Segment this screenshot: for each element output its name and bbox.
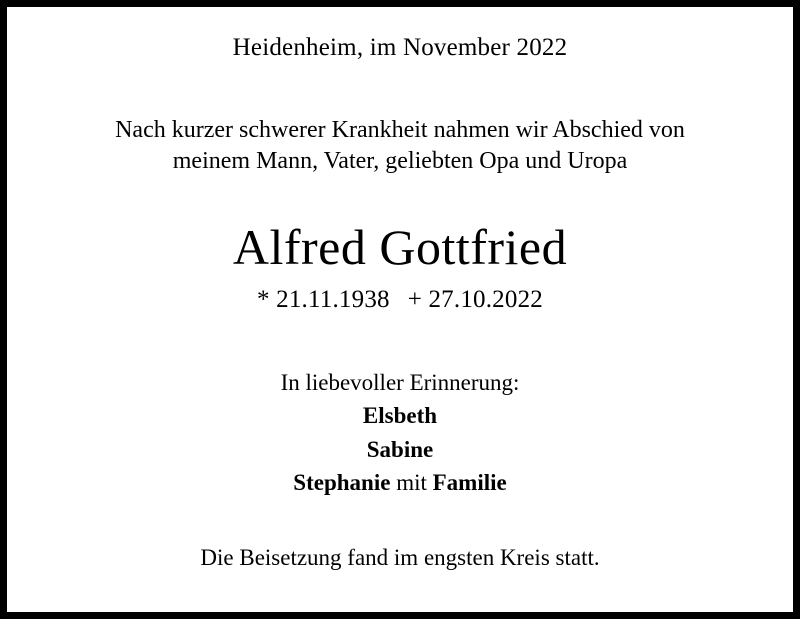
deceased-name: Alfred Gottfried [232, 219, 568, 276]
burial-note: Die Beisetzung fand im engsten Kreis statt. [200, 545, 600, 571]
place-and-date: Heidenheim, im November 2022 [232, 34, 568, 61]
life-dates [47, 285, 753, 315]
memory-block [47, 367, 753, 497]
mourner-1: Elsbeth [362, 403, 438, 429]
intro-line-2: meinem Mann, Vater, geliebten Opa und Uropa [172, 147, 628, 174]
mourner-3 [47, 467, 753, 498]
mourner-3-family: Familie [432, 469, 507, 495]
mourner-3-name: Stephanie [293, 469, 391, 495]
birth-date: * 21.11.1938 [257, 286, 390, 314]
intro-line-1: Nach kurzer schwerer Krankheit nahmen wir Abschied von [115, 117, 685, 143]
mourner-3-connector: mit [390, 469, 433, 495]
intro-text [47, 115, 753, 176]
memory-heading: In liebevoller Erinnerung: [280, 370, 520, 396]
mourner-2: Sabine [366, 436, 434, 462]
death-date: + 27.10.2022 [407, 286, 543, 314]
